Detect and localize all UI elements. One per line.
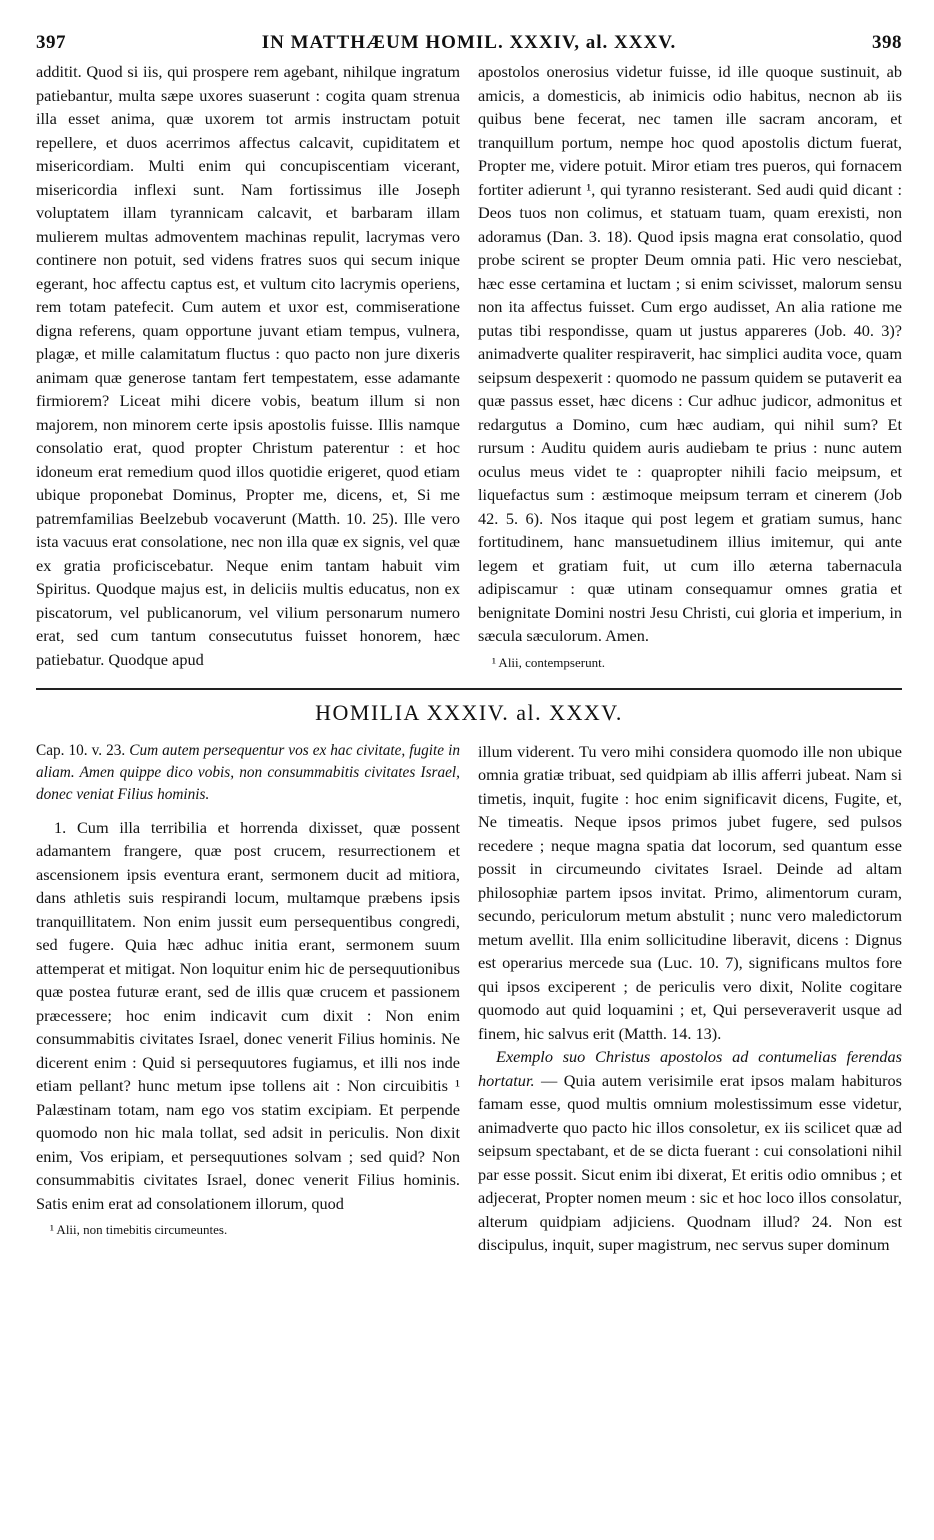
bottom-left-text: 1. Cum illa terribilia et horrenda dixisset, quæ possent adamantem frangere, quæ post crucem, resurrectionem et ascensionem ipsis eventura erant, sermonem ducit ad mitiora, dans athletis suis respirandi locum, multamque præbens ipsis tranquillitatem. Non enim jussit eum persequentibus congredi, sed fugere. Quia hæc adhuc initia erant, sermonem suum attemperat et mitigat. Non loquitur enim hic de persequutionibus quæ postea futuræ erant, sed de illis quæ crucem et passionem præcessere; hoc enim indicavit cum dixit : Non enim consummabitis civitates Israel, donec venerit Filius hominis. Ne dicerent enim : Quid si persequutores fugiamus, et illi nos inde etiam pellant? hunc metum ipse tollens ait : Non circuibitis ¹ Palæstinam totam, nam ego vos statim excipiam. Et perpende quomodo non hic mala tollat, sed adsit in periculis. Non dixit enim, Vos eripiam, et persequutiones solvam ; sed quid? Non consummabitis civitates Israel, donec venerit Filius hominis. Satis enim erat ad consolationem illorum, quod xyxy=(36,817,460,1213)
top-right-column xyxy=(478,60,902,672)
running-header xyxy=(36,32,902,60)
exemplum-paragraph xyxy=(478,1045,902,1257)
bottom-left-column xyxy=(36,740,460,1257)
exemplum-heading: Exemplo suo Christus apostolos ad contumelias ferendas hortatur. xyxy=(478,1047,902,1090)
chapter-lemma xyxy=(36,740,460,806)
section-divider xyxy=(36,688,902,690)
bottom-right-text: illum viderent. Tu vero mihi considera quomodo ille non ubique omnia gratiæ tribuat, sed quidpiam ab illis afferri jubeat. Nam si timetis, inquit, fugite : hoc enim significavit dicens, Fugite, et, Ne timeatis. Neque ipsos primos jubet fugere, sed pulsos recedere ; neque magna spatia dat locorum, sed quantum esse possit in circumeundo civitates Israel. Deinde ad altam philosophiæ partem ipsos invitat. Primo, alimentorum curam, secundo, periculorum metum abstulit ; nunc vero maledictorum metum avellit. Illa enim sollicitudine liberavit, dicens : Dignus est operarius mercede sua (Luc. 10. 7), significans multos fore qui ipsos exciperent ; de periculis vero dixit, Nolite cogitare quomodo aut quid loquamini ; et, Qui perseveraverit usque ad finem, hic salvus erit (Matth. 14. 13). xyxy=(478,741,902,1043)
top-left-column xyxy=(36,60,460,672)
top-right-text: apostolos onerosius videtur fuisse, id ille quoque sustinuit, ab amicis, a domesticis, ab inimicis odio habitus, necnon ab iis quibus bene fecerat, nec tamen ille sacram ancoram, et tranquillum portum, nempe hoc quod apostolis dictum fuerat, Propter me, videre potuit. Miror etiam tres pueros, qui fornacem fortiter adierunt ¹, qui tyranno resisterant. Sed audi quid dicant : Deos tuos non colimus, et statuam tuam, quam erexisti, non adoramus (Dan. 3. 18). Quod ipsis magna erat consolatio, quod probe scirent se propter Deum omnia pati. Hic vero nesciebat, hæc esse certamina et luctam ; si enim scivisset, malorum sensu non ita affectus fuisset. Cum ergo audisset, An alia ratione me putas tibi respondisse, quam ut justus appareres (Job. 40. 3)? animadverte qualiter respiraverit, hac simplici audita voce, quam seipsum despexerit : quomodo ne passum quidem se putaverit ea quæ passus esset, hæc dicens : Cur adhuc judicor, admonitus et redargutus a Domino, cum hæc audiam, qui nihil sum? Et rursum : Auditu quidem auris audiebam te prius : nunc autem oculus meus videt te : quapropter nihili facio meipsum, et liquefactus sum : æstimoque meipsum terram et cinerem (Job 42. 5. 6). Nos itaque qui post legem et gratiam sumus, hanc fortitudinem, hanc mansuetudinem illius imitemur, qui ante legem et gratiam fuit, ut cum illo æterna tabernacula adipiscamur : quæ utinam consequamur omnes gratia et benignitate Domini nostri Jesu Christi, cui gloria et imperium, in sæcula sæculorum. Amen. xyxy=(478,62,902,645)
chapter-reference: Cap. 10. v. 23. xyxy=(36,741,126,759)
page-number-left: 397 xyxy=(36,32,66,53)
page-number-right: 398 xyxy=(872,32,902,53)
top-right-footnote: ¹ Alii, contempserunt. xyxy=(492,654,605,670)
bottom-right-column xyxy=(478,740,902,1257)
lemma-text: Cum autem persequentur vos ex hac civitate, fugite in aliam. Amen quippe dico vobis, non consummabitis civitates Israel, donec veniat Filius hominis. xyxy=(36,741,460,803)
top-columns xyxy=(36,60,902,672)
bottom-left-footnote: ¹ Alii, non timebitis circumeuntes. xyxy=(50,1222,228,1237)
page xyxy=(36,32,902,1257)
bottom-columns xyxy=(36,740,902,1257)
exemplum-text: — Quia autem verisimile erat ipsos malam habituros famam esse, quod multis omnium molestissimum esse videtur, animadverte quo pacto hic illos consoletur, ex iis scilicet quæ ad seipsum spectabant, et de se dicta fuerant : cui consolationi nihil par esse possit. Sicut enim ibi dixerat, Et eritis odio omnibus ; et adjecerat, Propter nomen meum : sic et hoc loco illos consolatur, alterum quidpiam adjiciens. Quodnam illud? 24. Non est discipulus, inquit, super magistrum, nec servus super dominum xyxy=(478,1070,902,1254)
homily-title: HOMILIA XXXIV. al. XXXV. xyxy=(315,699,623,725)
top-left-text: additit. Quod si iis, qui prospere rem agebant, nihilque ingratum patiebantur, multa sæpe uxores suaserunt : cogita quam strenua illa esset anima, quæ uxorem tot armis instructam potuit repellere, et duos acerrimos affectus calcavit, cupiditatem et misericordiam. Multi enim qui concupiscentiam vicerant, misericordia inflexi sunt. Nam fortissimus ille Joseph voluptatem illam tyrannicam calcavit, et barbaram illam mulierem multas admoventem machinas repulit, lacrymas vero continere non potuit, sed videns fratres suos qui secum inique egerant, hoc affectu captus est, et vultum cito lacrymis operiens, rem totam patefecit. Cum autem et uxor est, commiseratione digna referens, quam opportune juvant etiam tempus, vulnera, plagæ, et mille calamitatum fluctus : quo pacto non jure dixeris animam quæ generose tantam fert tempestatem, esse adamante firmiorem? Liceat mihi dicere vobis, beatum illum si non majorem, non minorem certe ipsis apostolis fuisse. Illis namque consolatio erat, quod propter Christum paterentur : et hoc idoneum erat remedium quod illos quotidie erigeret, quod etiam ubique proponebat Dominus, Propter me, dicens, et, Si me patremfamilias Beelzebub vocaverunt (Matth. 10. 25). Ille vero ista vacuus erat consolatione, nec non illa quæ ex signis, vel quæ ex gratia proficiscebatur. Neque enim tantam habuit vim Spiritus. Quodque majus est, in deliciis multis educatus, non ex piscatorum, vel publicanorum, vel vilium personarum numero erat, sed cum tantum consecututus fuisset honorem, hæc patiebatur. Quodque apud xyxy=(36,62,460,669)
running-title: IN MATTHÆUM HOMIL. XXXIV, al. XXXV. xyxy=(261,32,677,53)
